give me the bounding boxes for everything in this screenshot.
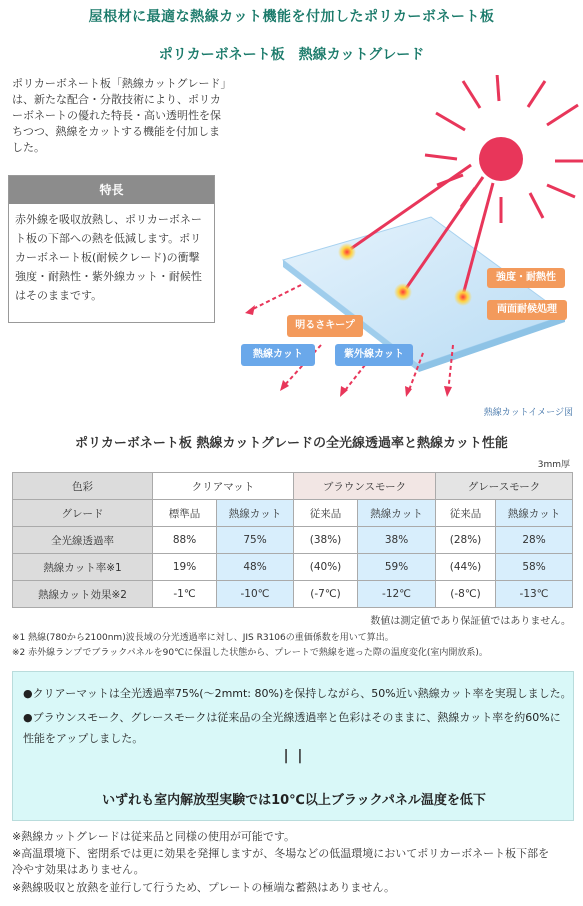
- summary-conclusion: いずれも室内解放型実験では10℃以上ブラックパネル温度を低下: [102, 793, 486, 808]
- table-cell: (44%): [436, 554, 496, 581]
- bottom-note-1: ※熱線カットグレードは従来品と同様の使用が可能です。: [12, 830, 296, 843]
- table-cell: 標準品: [153, 500, 217, 527]
- table-cell: 従来品: [436, 500, 496, 527]
- label-brightness: 明るさキープ: [287, 315, 363, 337]
- sun-icon: [479, 137, 523, 181]
- table-cell: (-7℃): [294, 581, 358, 608]
- features-text: 赤外線を吸収放熱し、ポリカーボネート板の下部への熱を低減します。ポリカーボネート板(耐候クレード)の衝撃強度・耐熱性・紫外線カット・耐候性はそのままです。: [15, 213, 202, 302]
- table-cell: 59%: [358, 554, 436, 581]
- table-cell: 19%: [153, 554, 217, 581]
- performance-table: [12, 472, 573, 608]
- features-box: [8, 175, 215, 323]
- table-cell: 熱線カット効果※2: [13, 581, 153, 608]
- summary-box: [12, 671, 574, 821]
- down-arrow-icon: | |: [283, 748, 305, 764]
- table-cell: (38%): [294, 527, 358, 554]
- footnote-1: ※1 熱線(780から2100nm)波長域の分光透過率に対し、JIS R3106の重価係数を用いて算出。: [12, 633, 394, 643]
- table-cell: 28%: [496, 527, 573, 554]
- table-cell: 熱線カット: [217, 500, 294, 527]
- table-cell: 熱線カット: [358, 500, 436, 527]
- summary-line-3: 性能をアップしました。: [23, 732, 144, 745]
- table-cell: グレースモーク: [436, 473, 573, 500]
- label-strength: 強度・耐熱性: [487, 268, 565, 288]
- table-row: [13, 500, 573, 527]
- table-cell: -13℃: [496, 581, 573, 608]
- intro-text: ポリカーボネート板「熱線カットグレード」は、新たな配合・分散技術により、ポリカーボネートの優れた特長・高い透明性を保ちつつ、熱線をカットする機能を付加しました。: [12, 77, 227, 154]
- table-cell: (28%): [436, 527, 496, 554]
- table-title: ポリカーボネート板 熱線カットグレードの全光線透過率と熱線カット性能: [75, 436, 508, 451]
- table-cell: (40%): [294, 554, 358, 581]
- table-cell: 熱線カット率※1: [13, 554, 153, 581]
- polycarbonate-sheet: [283, 217, 565, 365]
- summary-line-1: ●クリアーマットは全光透過率75%(～2mmt: 80%)を保持しながら、50%近い熱線カット率を実現しました。: [23, 687, 572, 700]
- table-unit: 3mm厚: [537, 460, 570, 470]
- table-cell: -12℃: [358, 581, 436, 608]
- bottom-note-2: ※高温環境下、密閉系では更に効果を発揮しますが、冬場などの低温環境においてポリカーボネート板下部を: [12, 847, 550, 860]
- table-cell: 75%: [217, 527, 294, 554]
- label-uv-cut: 紫外線カット: [335, 344, 413, 366]
- table-row: [13, 473, 573, 500]
- table-cell: 全光線透過率: [13, 527, 153, 554]
- table-cell: グレード: [13, 500, 153, 527]
- table-row: [13, 581, 573, 608]
- table-cell: -10℃: [217, 581, 294, 608]
- table-cell: ブラウンスモーク: [294, 473, 436, 500]
- table-cell: 熱線カット: [496, 500, 573, 527]
- table-cell: 48%: [217, 554, 294, 581]
- table-cell: クリアマット: [153, 473, 294, 500]
- illustration-caption: 熱線カットイメージ図: [483, 408, 573, 418]
- table-row: [13, 527, 573, 554]
- bottom-note-4: ※熱線吸収と放熱を並行して行うため、プレートの極端な蓄熱はありません。: [12, 881, 395, 894]
- table-cell: (-8℃): [436, 581, 496, 608]
- summary-line-2: ●ブラウンスモーク、グレースモークは従来品の全光線透過率と色彩はそのままに、熱線カット率を約60%に: [23, 711, 561, 724]
- table-cell: 58%: [496, 554, 573, 581]
- label-double-weather: 両面耐候処理: [487, 300, 567, 320]
- table-cell: -1℃: [153, 581, 217, 608]
- table-cell: 38%: [358, 527, 436, 554]
- page-title: 屋根材に最適な熱線カット機能を付加したポリカーボネート板: [88, 9, 495, 25]
- footnote-2: ※2 赤外線ランプでブラックパネルを90℃に保温した状態から、プレートで熱線を遮った際の温度変化(室内開放系)。: [12, 648, 488, 658]
- heat-cut-illustration: [225, 75, 583, 415]
- table-note: 数値は測定値であり保証値ではありません。: [370, 616, 571, 627]
- table-row: [13, 554, 573, 581]
- table-cell: 色彩: [13, 473, 153, 500]
- label-heat-cut: 熱線カット: [241, 344, 315, 366]
- section-title: ポリカーボネート板 熱線カットグレード: [158, 47, 425, 63]
- features-heading: 特長: [9, 176, 214, 204]
- bottom-note-3: 冷やす効果はありません。: [12, 863, 145, 876]
- table-cell: 従来品: [294, 500, 358, 527]
- table-cell: 88%: [153, 527, 217, 554]
